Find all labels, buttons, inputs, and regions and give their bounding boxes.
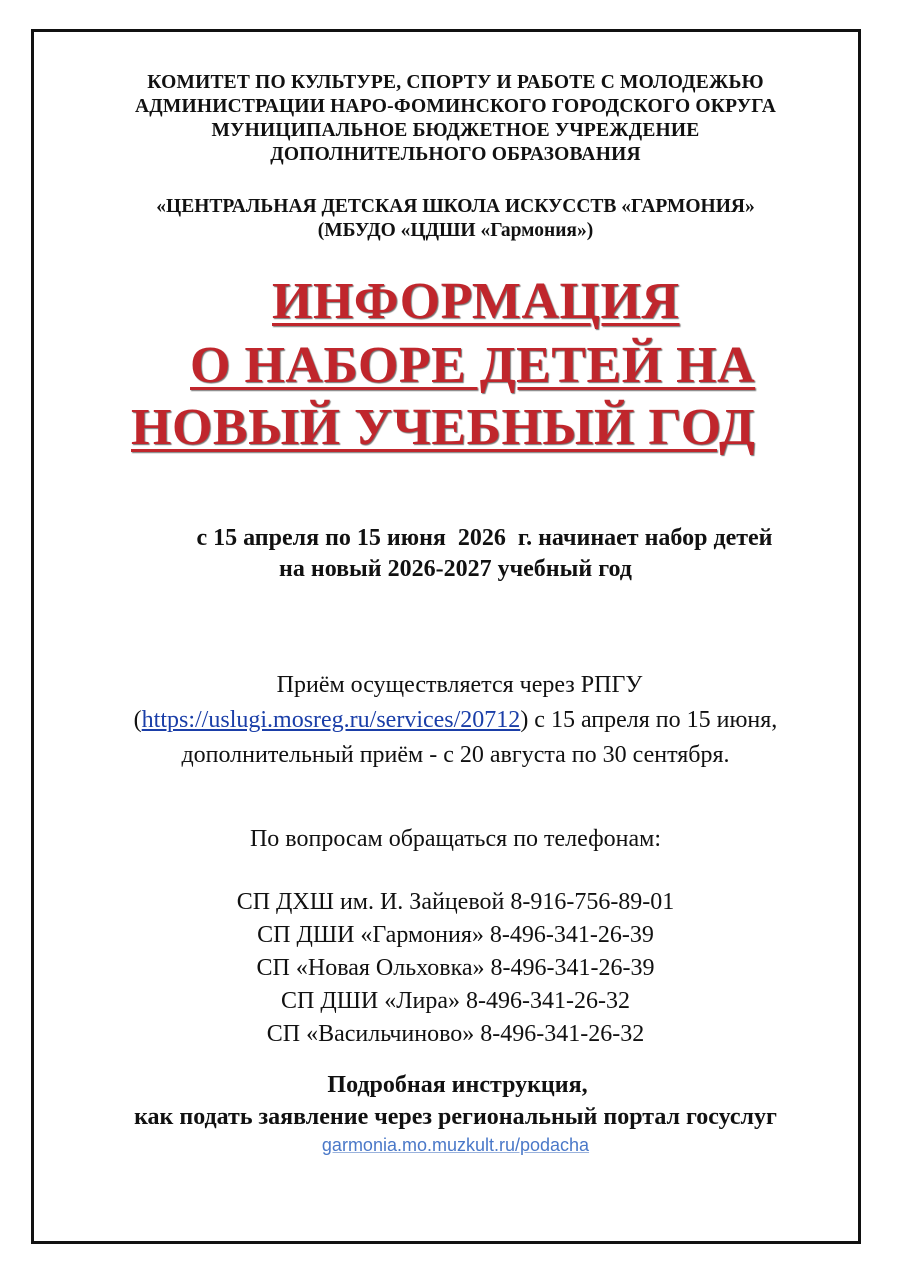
headline-line-3: НОВЫЙ УЧЕБНЫЙ ГОД (131, 399, 756, 456)
school-name: «ЦЕНТРАЛЬНАЯ ДЕТСКАЯ ШКОЛА ИСКУССТВ «ГАРМОНИЯ» (156, 196, 755, 217)
contact-item: СП ДХШ им. И. Зайцевой 8-916-756-89-01 (236, 889, 675, 915)
contacts-title: По вопросам обращаться по телефонам: (249, 826, 662, 852)
org-line: АДМИНИСТРАЦИИ НАРО-ФОМИНСКОГО ГОРОДСКОГО ОКРУГА (134, 96, 777, 117)
enrollment-dates-line-1: с 15 апреля по 15 июня 2026 г. начинает набор детей (196, 525, 773, 551)
headline-line-2: О НАБОРЕ ДЕТЕЙ НА (190, 337, 756, 394)
instructions-line-2: как подать заявление через региональный портал госуслуг (134, 1104, 777, 1130)
headline-line-1: ИНФОРМАЦИЯ (272, 273, 680, 330)
instructions-block (0, 1069, 911, 1133)
rpgu-link[interactable]: https://uslugi.mosreg.ru/services/20712 (141, 707, 521, 733)
paren-open: ( (133, 707, 142, 733)
instructions-link-block (0, 1133, 911, 1157)
org-line: КОМИТЕТ ПО КУЛЬТУРЕ, СПОРТУ И РАБОТЕ С МОЛОДЕЖЬЮ (147, 72, 764, 93)
admission-info (0, 668, 911, 773)
admission-line-2 (0, 703, 911, 738)
contact-item: СП ДШИ «Лира» 8-496-341-26-32 (281, 988, 630, 1014)
admission-period: ) с 15 апреля по 15 июня, (520, 707, 778, 733)
contact-item: СП ДШИ «Гармония» 8-496-341-26-39 (257, 922, 654, 948)
admission-line-3: дополнительный приём - с 20 августа по 30 сентября. (181, 742, 730, 768)
org-line: МУНИЦИПАЛЬНОЕ БЮДЖЕТНОЕ УЧРЕЖДЕНИЕ (211, 120, 700, 141)
enrollment-dates-line-2: на новый 2026-2027 учебный год (279, 556, 632, 582)
admission-line-1: Приём осуществляется через РПГУ (276, 672, 643, 698)
instructions-link[interactable]: garmonia.mo.muzkult.ru/podacha (321, 1135, 590, 1155)
contact-item: СП «Васильчиново» 8-496-341-26-32 (266, 1021, 645, 1047)
contacts-list (0, 886, 911, 1051)
enrollment-dates (0, 523, 911, 585)
organization-header (0, 71, 911, 167)
org-line: ДОПОЛНИТЕЛЬНОГО ОБРАЗОВАНИЯ (270, 144, 641, 165)
school-name-block (0, 195, 911, 243)
school-short-name: (МБУДО «ЦДШИ «Гармония») (317, 220, 594, 241)
contact-item: СП «Новая Ольховка» 8-496-341-26-39 (256, 955, 655, 981)
instructions-line-1: Подробная инструкция, (327, 1072, 588, 1098)
